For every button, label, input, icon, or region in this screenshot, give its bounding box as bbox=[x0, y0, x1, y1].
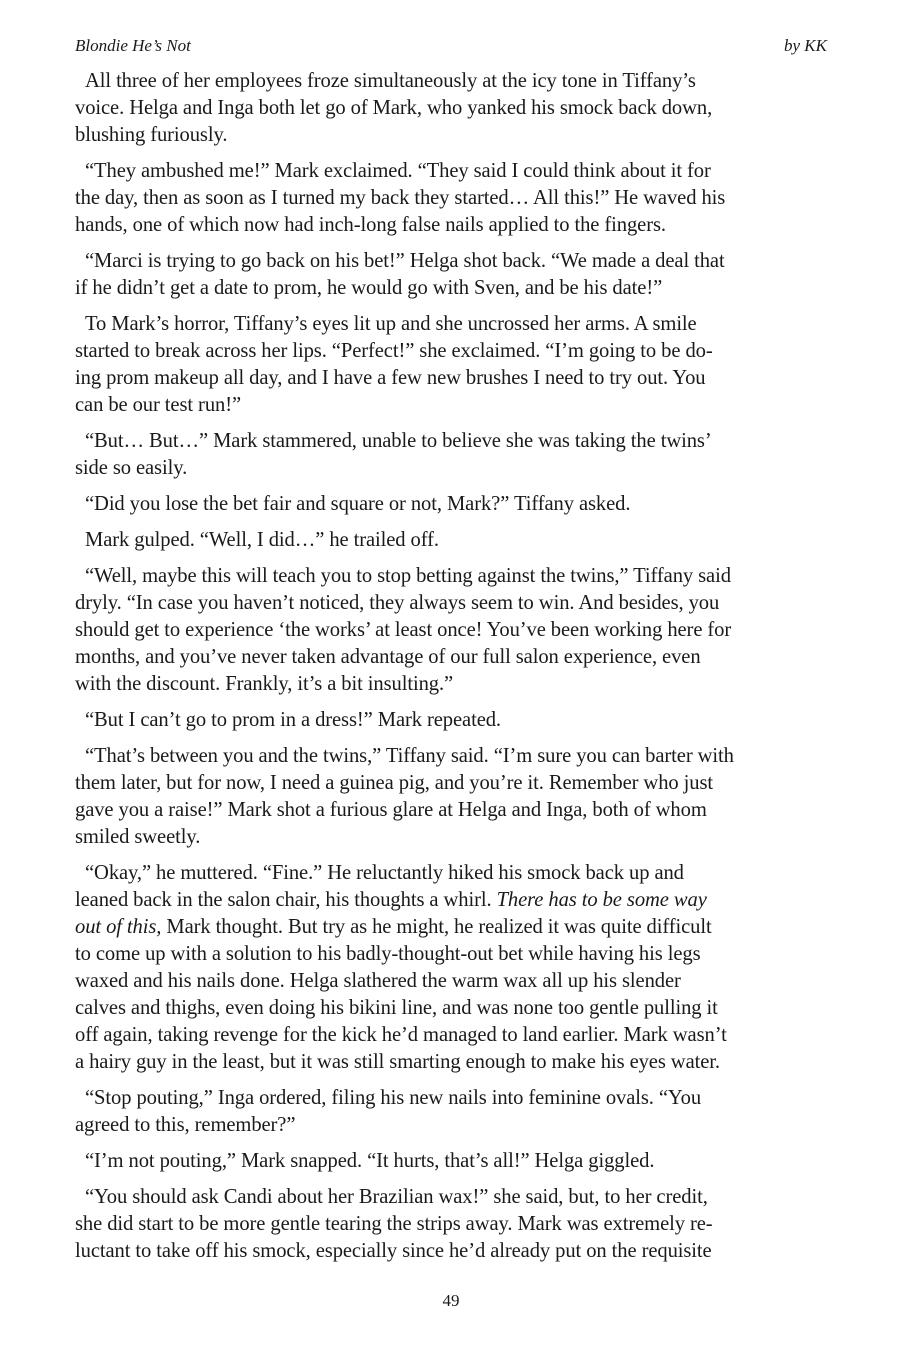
paragraph bbox=[75, 311, 827, 419]
paragraph bbox=[75, 428, 827, 482]
text-line: “They ambushed me!” Mark exclaimed. “They said I could think about it for bbox=[85, 160, 711, 182]
paragraph bbox=[75, 68, 827, 149]
paragraph bbox=[75, 1148, 827, 1175]
paragraph bbox=[75, 527, 827, 554]
paragraph bbox=[75, 158, 827, 239]
text-line: ing prom makeup all day, and I have a few new brushes I need to try out. You bbox=[75, 367, 706, 389]
paragraph bbox=[75, 743, 827, 851]
text-line: she did start to be more gentle tearing the strips away. Mark was extremely re- bbox=[75, 1213, 713, 1235]
text-line: smiled sweetly. bbox=[75, 826, 201, 848]
text-line: calves and thighs, even doing his bikini line, and was none too gentle pulling it bbox=[75, 997, 718, 1019]
text-line: can be our test run!” bbox=[75, 394, 242, 416]
text-line: months, and you’ve never taken advantage of our full salon experience, even bbox=[75, 646, 701, 668]
text-line: waxed and his nails done. Helga slathered the warm wax all up his slender bbox=[75, 970, 681, 992]
running-header bbox=[75, 36, 827, 58]
text-line bbox=[75, 914, 827, 941]
text-line: “Stop pouting,” Inga ordered, filing his new nails into feminine ovals. “You bbox=[85, 1087, 702, 1109]
text-line: to come up with a solution to his badly-thought-out bet while having his legs bbox=[75, 943, 701, 965]
paragraph bbox=[75, 707, 827, 734]
text-line: “Okay,” he muttered. “Fine.” He reluctantly hiked his smock back up and bbox=[85, 862, 684, 884]
text-line: “You should ask Candi about her Brazilian wax!” she said, but, to her credit, bbox=[85, 1186, 708, 1208]
text-line: dryly. “In case you haven’t noticed, they always seem to win. And besides, you bbox=[75, 592, 720, 614]
text-run: leaned back in the salon chair, his thoughts a whirl. bbox=[75, 889, 497, 911]
text-line: To Mark’s horror, Tiffany’s eyes lit up and she uncrossed her arms. A smile bbox=[85, 313, 697, 335]
text-line: “But I can’t go to prom in a dress!” Mark repeated. bbox=[85, 709, 501, 731]
paragraph bbox=[75, 1184, 827, 1265]
text-line: should get to experience ‘the works’ at least once! You’ve been working here for bbox=[75, 619, 732, 641]
paragraph bbox=[75, 248, 827, 302]
text-line: “Marci is trying to go back on his bet!” Helga shot back. “We made a deal that bbox=[85, 250, 725, 272]
text-line: gave you a raise!” Mark shot a furious glare at Helga and Inga, both of whom bbox=[75, 799, 707, 821]
text-line: “Did you lose the bet fair and square or not, Mark?” Tiffany asked. bbox=[85, 493, 631, 515]
author-byline: by KK bbox=[784, 36, 827, 55]
text-line: the day, then as soon as I turned my back they started… All this!” He waved his bbox=[75, 187, 726, 209]
paragraph bbox=[75, 563, 827, 698]
text-line: “But… But…” Mark stammered, unable to believe she was taking the twins’ bbox=[85, 430, 712, 452]
paragraph bbox=[75, 491, 827, 518]
text-line: luctant to take off his smock, especially since he’d already put on the requisite bbox=[75, 1240, 712, 1262]
text-line: Mark gulped. “Well, I did…” he trailed off. bbox=[85, 529, 439, 551]
text-line: off again, taking revenge for the kick he’d managed to land earlier. Mark wasn’t bbox=[75, 1024, 727, 1046]
book-title: Blondie He’s Not bbox=[75, 36, 191, 55]
italic-thought: There has to be some way bbox=[496, 889, 707, 911]
text-line: with the discount. Frankly, it’s a bit insulting.” bbox=[75, 673, 454, 695]
text-line: side so easily. bbox=[75, 457, 188, 479]
text-line: if he didn’t get a date to prom, he would go with Sven, and be his date!” bbox=[75, 277, 663, 299]
book-page bbox=[75, 0, 827, 1350]
italic-thought: out of this, bbox=[75, 916, 162, 938]
text-line: voice. Helga and Inga both let go of Mark, who yanked his smock back down, bbox=[75, 97, 713, 119]
text-line: “I’m not pouting,” Mark snapped. “It hurts, that’s all!” Helga giggled. bbox=[85, 1150, 655, 1172]
text-line: them later, but for now, I need a guinea pig, and you’re it. Remember who just bbox=[75, 772, 713, 794]
paragraph bbox=[75, 1085, 827, 1139]
text-line: “Well, maybe this will teach you to stop betting against the twins,” Tiffany said bbox=[85, 565, 731, 587]
text-line: a hairy guy in the least, but it was still smarting enough to make his eyes water. bbox=[75, 1051, 720, 1073]
paragraph bbox=[75, 860, 827, 1076]
body-text bbox=[75, 68, 827, 1274]
text-line bbox=[75, 887, 827, 914]
page-number: 49 bbox=[442, 1291, 460, 1310]
text-line: started to break across her lips. “Perfect!” she exclaimed. “I’m going to be do- bbox=[75, 340, 713, 362]
text-line: All three of her employees froze simultaneously at the icy tone in Tiffany’s bbox=[85, 70, 696, 92]
text-line: “That’s between you and the twins,” Tiffany said. “I’m sure you can barter with bbox=[85, 745, 734, 767]
text-line: blushing furiously. bbox=[75, 124, 228, 146]
text-line: hands, one of which now had inch-long false nails applied to the fingers. bbox=[75, 214, 666, 236]
text-run: Mark thought. But try as he might, he realized it was quite difficult bbox=[161, 916, 712, 938]
text-line: agreed to this, remember?” bbox=[75, 1114, 296, 1136]
